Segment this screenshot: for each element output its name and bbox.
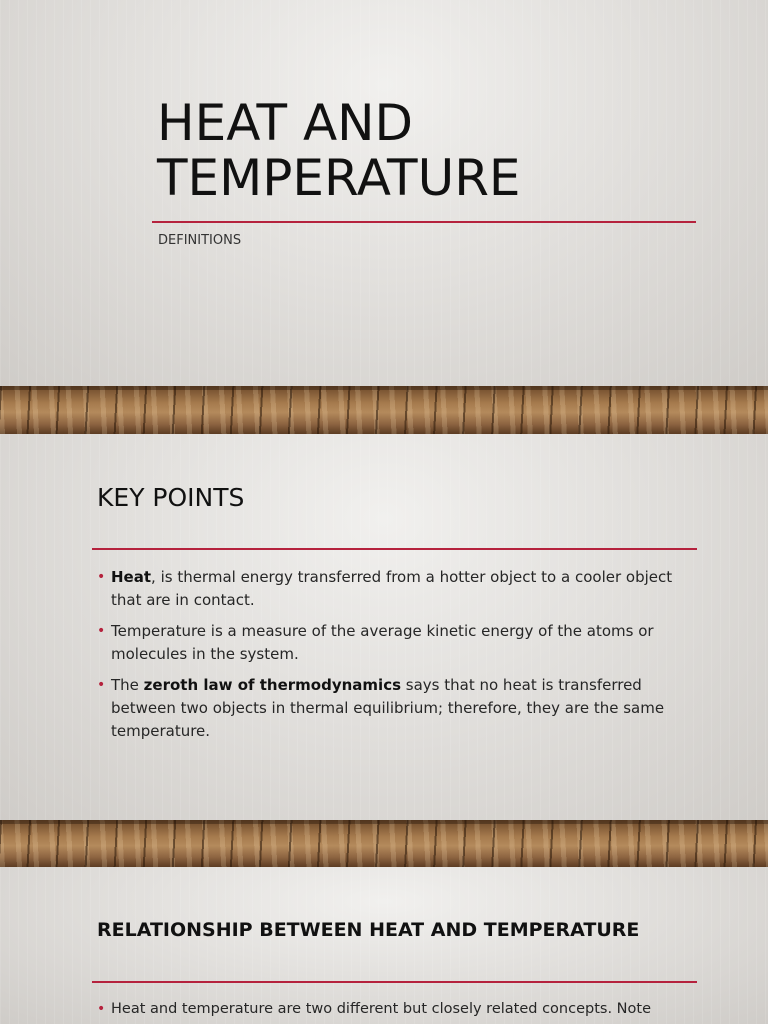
slide-key-points <box>0 434 768 820</box>
key-points-heading: KEY POINTS <box>97 483 245 512</box>
bullet-bold-term: Heat <box>111 568 152 586</box>
slide-title-heading <box>157 96 521 206</box>
title-line-1: HEAT AND <box>157 94 414 152</box>
wood-floor-divider <box>0 820 768 867</box>
bullet-icon: • <box>97 623 106 639</box>
bullet-icon: • <box>97 569 106 585</box>
list-item <box>97 566 687 612</box>
bullet-text: Heat and temperature are two different but closely related concepts. Note <box>111 1001 651 1017</box>
title-divider <box>152 221 696 223</box>
bullet-text: , is thermal energy transferred from a hotter object to a cooler object that are in contact. <box>111 568 673 609</box>
bullet-text: says that no heat is transferred between two objects in thermal equilibrium; therefore, they are the same temperature. <box>111 676 665 740</box>
bullet-icon: • <box>97 677 106 693</box>
slide-title <box>0 0 768 386</box>
list-item <box>97 998 697 1021</box>
slide-relationship <box>0 867 768 1024</box>
relationship-heading: RELATIONSHIP BETWEEN HEAT AND TEMPERATURE <box>97 919 640 941</box>
bullet-text-prefix: The <box>111 676 144 694</box>
bullet-icon: • <box>97 1001 106 1017</box>
bullet-text: Temperature is a measure of the average kinetic energy of the atoms or molecules in the system. <box>111 622 654 663</box>
wood-floor-divider <box>0 386 768 434</box>
slide-subtitle: DEFINITIONS <box>158 233 242 248</box>
list-item <box>97 620 687 666</box>
bullet-bold-term: zeroth law of thermodynamics <box>143 676 402 694</box>
key-points-list <box>97 566 687 751</box>
relationship-divider <box>92 981 697 983</box>
list-item <box>97 674 687 743</box>
title-line-2: TEMPERATURE <box>157 149 521 207</box>
key-points-divider <box>92 548 697 550</box>
relationship-list <box>97 998 697 1024</box>
